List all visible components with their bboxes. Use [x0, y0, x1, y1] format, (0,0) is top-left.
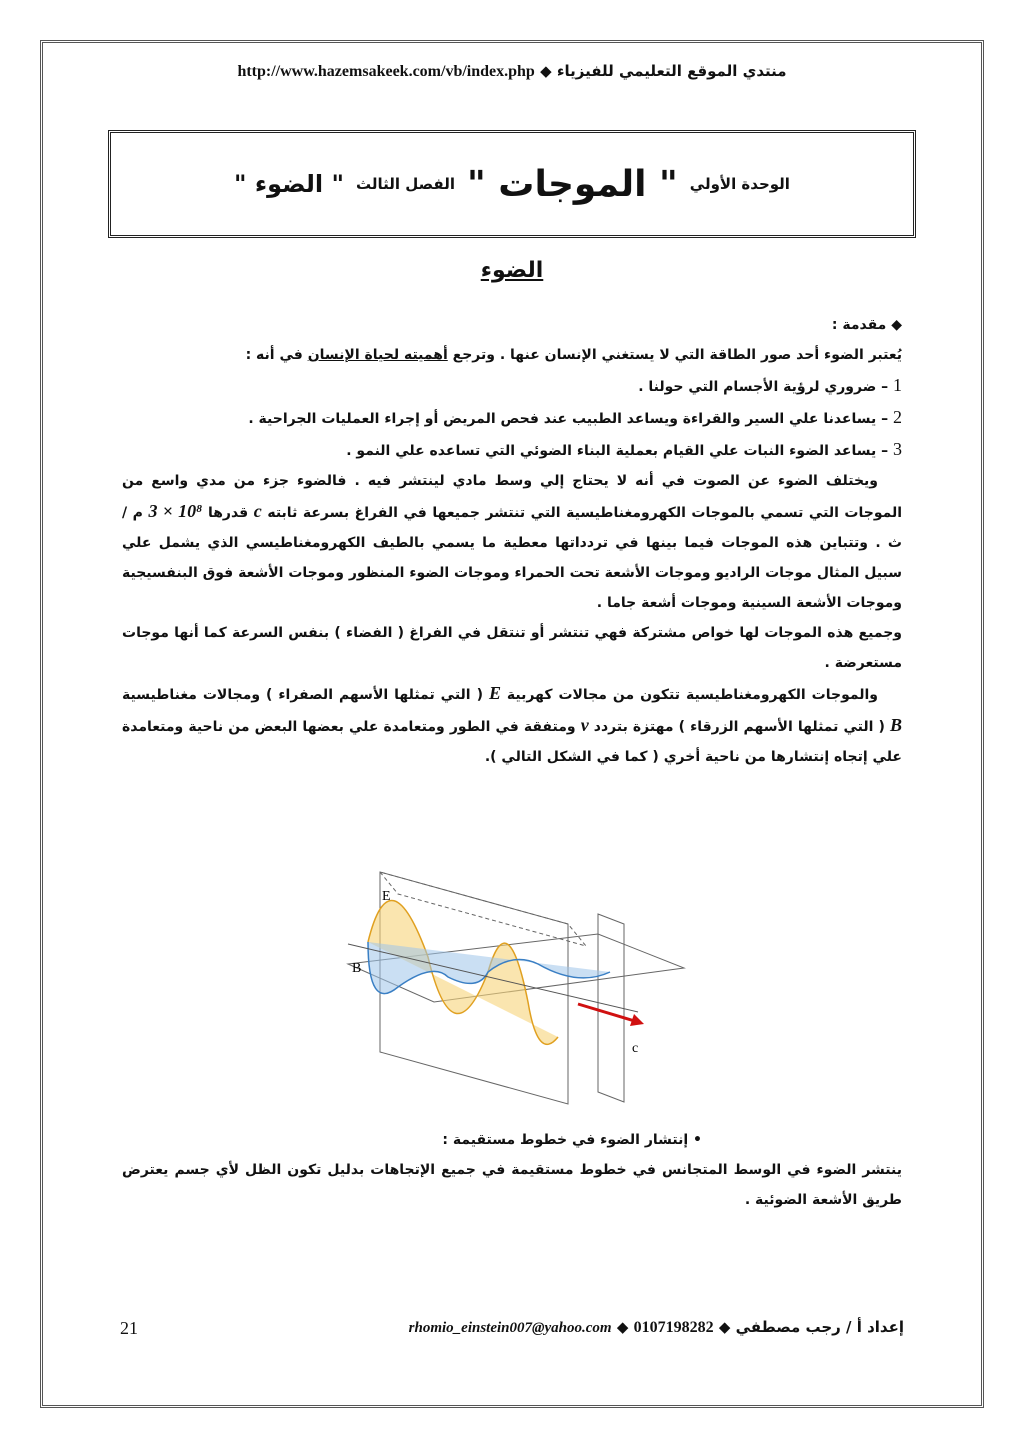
label-c: c [632, 1041, 639, 1056]
title-box [108, 130, 916, 238]
paragraph-1: ويختلف الضوء عن الصوت في أنه لا يحتاج إلي وسط مادي لينتشر فيه . فالضوء جزء من مدي واسع من الموجات التي تسمي بالموجات الكهرومغناطيسية التي تنتشر جميعها في الفراغ بسرعة ثابته c قدرها 3 × 10⁸ م / ث . وتتباين هذه الموجات فيما بينها في تردداتها معطية ما يسمي بالطيف الكهرومغناطيسي الذي يشمل علي سبيل المثال موجات الراديو وموجات الأشعة تحت الحمراء وموجات الضوء المنظور وموجات الأشعة فوق البنفسيجية وموجات الأشعة السينية وموجات أشعة جاما . [122, 473, 903, 611]
paragraph-4: ينتشر الضوء في الوسط المتجانس في خطوط مستقيمة في جميع الإتجاهات بدليل تكون الظل لأي جسم يعترض طريق الأشعة الضوئية . [122, 1162, 902, 1208]
paragraph-3: والموجات الكهرومغناطيسية تتكون من مجالات كهربية E ( التي تمثلها الأسهم الصفراء ) ومجالات مغناطيسية B ( التي تمثلها الأسهم الزرقاء ) مهتزة بتردد ν ومتفقة في الطور ومتعامدة علي بعضها البعض من ناحية ومتعامدة علي إتجاه إنتشارها من ناحية أخري ( كما في الشكل التالي ). [122, 683, 903, 765]
intro-line: يُعتبر الضوء أحد صور الطاقة التي لا يستغني الإنسان عنها . وترجع أهميته لحياة الإنسان في أنه : [245, 347, 902, 363]
propagation-arrow [578, 1004, 638, 1022]
propagation-block [122, 1125, 902, 1215]
unit-label: الوحدة الأولي [689, 175, 790, 193]
author-credit: إعداد أ / رجب مصطفي ◆ 0107198282 ◆ rhomio_einstein007@yahoo.com [408, 1318, 904, 1336]
author-email[interactable]: rhomio_einstein007@yahoo.com [408, 1320, 612, 1336]
chapter-title: " الضوء " [234, 170, 344, 198]
arrow-head [630, 1014, 644, 1026]
topic-title: " الموجات " [466, 163, 678, 205]
em-wave-diagram [338, 862, 688, 1114]
page-number: 21 [120, 1318, 138, 1338]
forum-url[interactable]: http://www.hazemsakeek.com/vb/index.php [237, 63, 535, 80]
point-3: 3 – يساعد الضوء النبات علي القيام بعملية البناء الضوئي التي تساعده علي النمو . [346, 439, 902, 459]
bullet-icon: • [688, 1132, 702, 1148]
forum-name: منتدي الموقع التعليمي للفيزياء [556, 62, 787, 80]
intro-block [122, 310, 902, 772]
section-title: الضوء [480, 258, 544, 283]
page-header [0, 62, 1024, 81]
point-2: 2 – يساعدنا علي السير والقراءة ويساعد الطبيب عند فحص المريض أو إجراء العمليات الجراحية . [248, 407, 902, 427]
intro-heading: ◆ مقدمة : [831, 317, 902, 333]
header-separator: ◆ [540, 62, 552, 80]
point-1: 1 – ضروري لرؤية الأجسام التي حولنا . [638, 375, 902, 395]
label-b: B [352, 961, 362, 976]
label-e: E [382, 889, 391, 904]
page-footer [120, 1318, 904, 1342]
chapter-label: الفصل الثالث [355, 175, 455, 193]
paragraph-2: وجميع هذه الموجات لها خواص مشتركة فهي تنتشر أو تنتقل في الفراغ ( الفضاء ) بنفس السرعة كما أنها موجات مستعرضة . [122, 625, 902, 671]
bullet-heading: • إنتشار الضوء في خطوط مستقيمة : [442, 1132, 702, 1148]
